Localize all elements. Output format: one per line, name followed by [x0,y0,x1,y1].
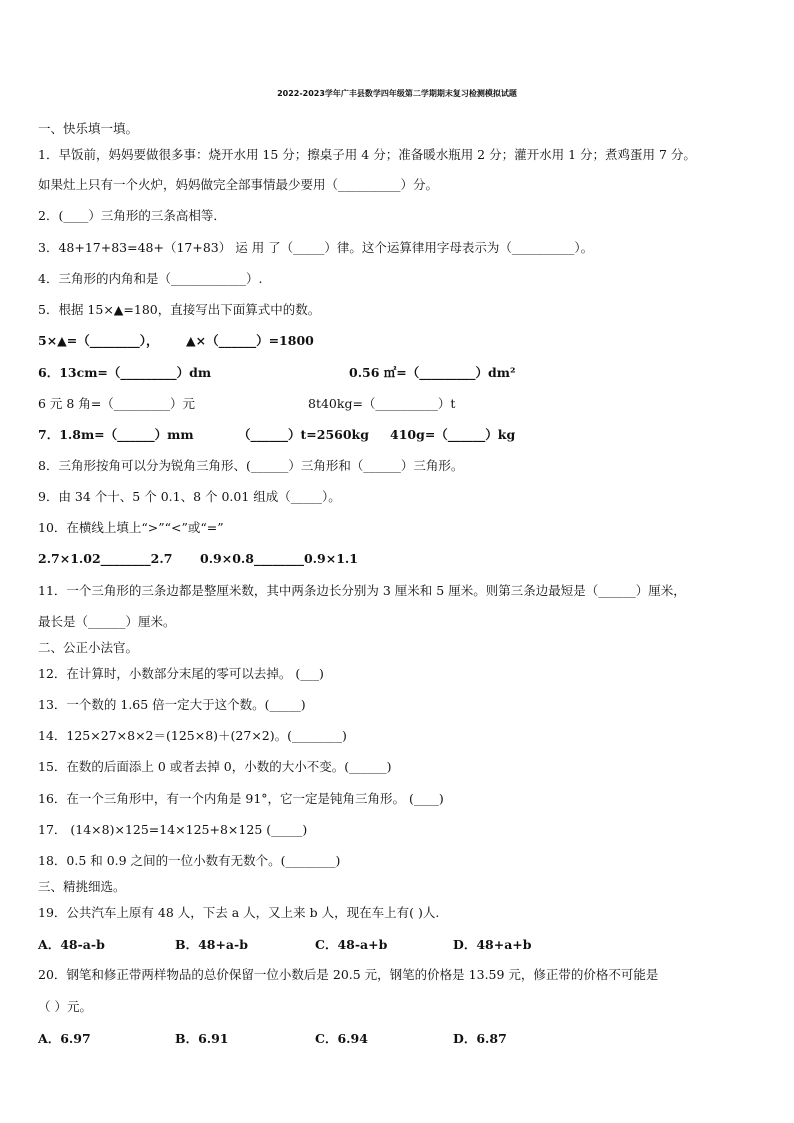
question-19-option-b: B．48+a-b [175,937,248,952]
question-10: 10．在横线上填上“>”“<”或“=” [38,520,224,535]
question-19-option-d: D．48+a+b [453,937,532,952]
question-2: 2．(____）三角形的三条高相等． [38,208,226,223]
question-7-item-b: （______）t=2560kg [238,427,369,442]
question-1-line-1: 1．早饭前，妈妈要做很多事：烧开水用 15 分；擦桌子用 4 分；准备暖水瓶用 2 分；灌开水用 1 分；煮鸡蛋用 7 分。 [38,147,696,162]
question-20-line-2: （ ）元。 [38,999,92,1014]
question-14: 14．125×27×8×2＝(125×8)＋(27×2)。(________) [38,728,347,743]
question-5-expression-a: 5×▲=（________）， [38,333,159,348]
question-6-item-c: 6 元 8 角=（_________）元 [38,396,196,411]
question-12: 12．在计算时，小数部分末尾的零可以去掉。 (___) [38,666,324,681]
question-19-option-a: A．48-a-b [38,937,105,952]
question-7-item-a: 7．1.8m=（______）mm [38,427,194,442]
section-heading-1: 一、快乐填一填。 [38,121,139,136]
page-title: 2022-2023学年广丰县数学四年级第二学期期末复习检测模拟试题 [277,89,517,98]
question-5-expression-b: ▲×（______）=1800 [186,333,314,348]
question-16: 16．在一个三角形中，有一个内角是 91°，它一定是钝角三角形。 (____) [38,791,444,806]
question-7-item-c: 410g=（______）kg [390,427,516,442]
question-8: 8．三角形按角可以分为锐角三角形、(______）三角形和（______）三角形。 [38,458,464,473]
question-20-option-a: A．6.97 [38,1031,91,1046]
question-20-option-c: C．6.94 [315,1031,368,1046]
question-11-line-2: 最长是（______）厘米。 [38,614,176,629]
question-5: 5．根据 15×▲=180，直接写出下面算式中的数。 [38,302,321,317]
question-6-item-d: 8t40kg=（__________）t [308,396,456,411]
question-1-line-2: 如果灶上只有一个火炉，妈妈做完全部事情最少要用（__________）分。 [38,177,439,192]
question-13: 13．一个数的 1.65 倍一定大于这个数。(_____) [38,697,306,712]
section-heading-2: 二、公正小法官。 [38,640,139,655]
question-10-compare-a: 2.7×1.02________2.7 [38,551,173,566]
section-heading-3: 三、精挑细选。 [38,879,126,894]
question-15: 15．在数的后面添上 0 或者去掉 0，小数的大小不变。(______) [38,759,392,774]
question-19-option-c: C．48-a+b [315,937,388,952]
question-18: 18．0.5 和 0.9 之间的一位小数有无数个。(________) [38,853,341,868]
question-3: 3．48+17+83=48+（17+83） 运 用 了（_____）律。这个运算律用字母表示为（__________）。 [38,240,594,255]
question-17: 17． (14×8)×125=14×125+8×125 (_____) [38,822,308,837]
question-6-item-b: 0.56 ㎡=（_________）dm² [349,365,516,380]
question-11-line-1: 11．一个三角形的三条边都是整厘米数，其中两条边长分别为 3 厘米和 5 厘米。则第三条边最短是（______）厘米， [38,583,686,598]
question-4: 4．三角形的内角和是（____________）. [38,271,263,286]
question-20-option-b: B．6.91 [175,1031,229,1046]
question-9: 9．由 34 个十、5 个 0.1、8 个 0.01 组成（_____）。 [38,489,341,504]
question-20-option-d: D．6.87 [453,1031,507,1046]
question-19: 19．公共汽车上原有 48 人，下去 a 人，又上来 b 人，现在车上有( )人. [38,905,440,920]
question-10-compare-b: 0.9×0.8________0.9×1.1 [200,551,358,566]
question-20-line-1: 20．钢笔和修正带两样物品的总价保留一位小数后是 20.5 元，钢笔的价格是 13.59 元，修正带的价格不可能是 [38,967,659,982]
question-6-item-a: 6．13cm=（_________）dm [38,365,212,380]
